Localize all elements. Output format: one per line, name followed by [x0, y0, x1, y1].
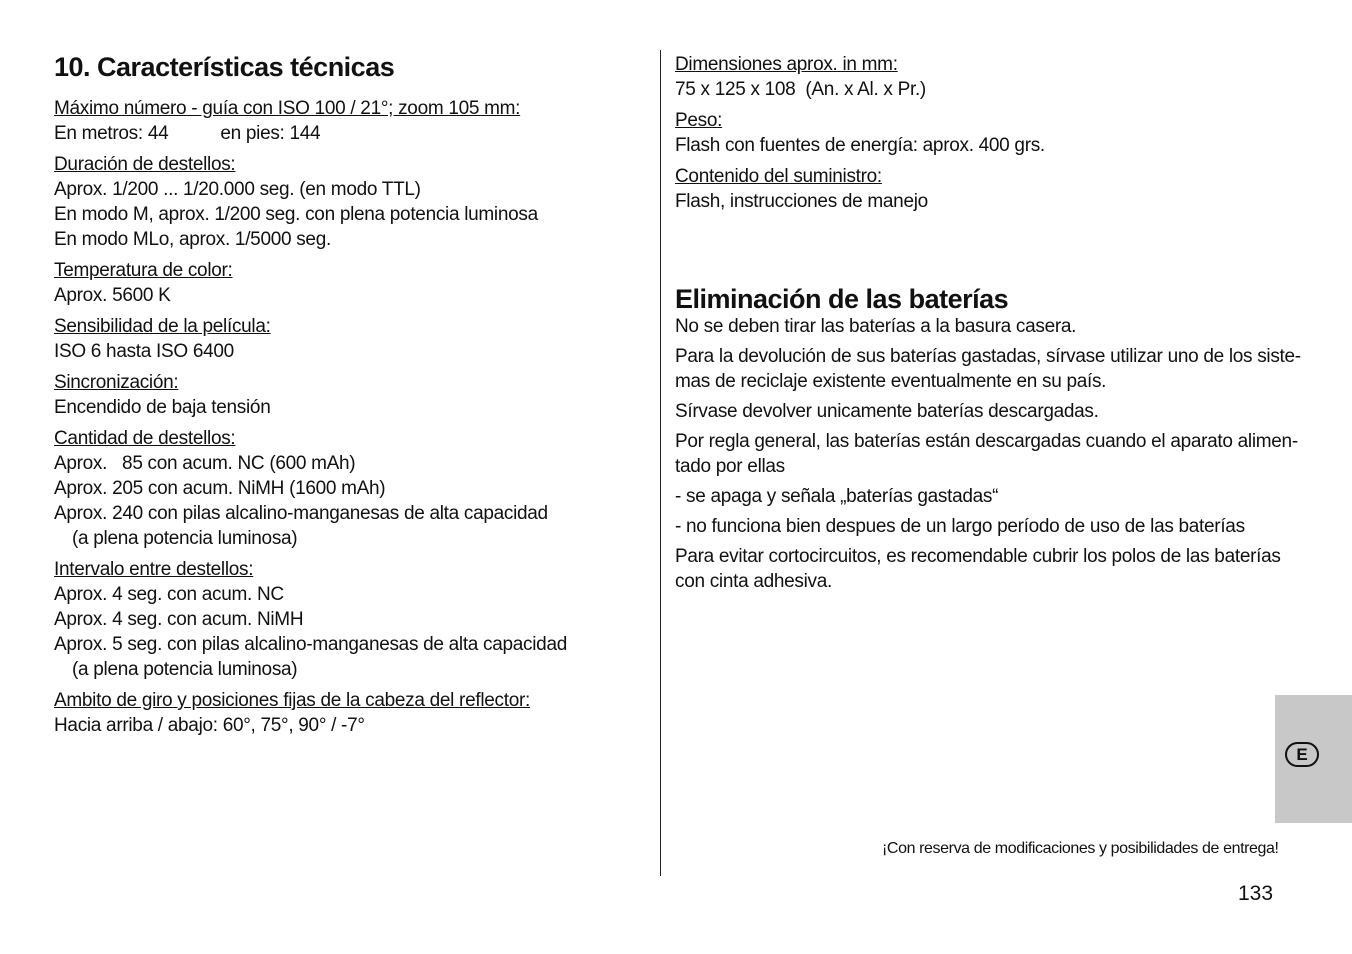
spec-section-color-temp — [54, 258, 567, 308]
spec-line: Aprox. 5 seg. con pilas alcalino-manganesas de alta capacidad — [54, 634, 567, 655]
paragraph-line: con cinta adhesiva. — [675, 571, 832, 592]
spec-section-weight — [675, 108, 1045, 158]
spec-line: En modo MLo, aprox. 1/5000 seg. — [54, 229, 331, 250]
spec-list-right — [675, 52, 1045, 220]
spec-list — [54, 96, 567, 744]
spec-line: Aprox. 205 con acum. NiMH (1600 mAh) — [54, 478, 386, 499]
paragraph — [675, 514, 1301, 539]
paragraph — [675, 484, 1301, 509]
spec-section-dimensions — [675, 52, 1045, 102]
spec-heading: Peso: — [675, 110, 723, 131]
page-title: 10. Características técnicas — [54, 52, 395, 82]
spec-heading: Sincronización: — [54, 372, 179, 393]
paragraph-line: Por regla general, las baterías están descargadas cuando el aparato alimen- — [675, 431, 1298, 452]
footer-note: ¡Con reserva de modificaciones y posibilidades de entrega! — [882, 840, 1279, 857]
spec-heading: Dimensiones aprox. in mm: — [675, 54, 898, 75]
battery-disposal-text — [675, 314, 1301, 599]
spec-heading: Cantidad de destellos: — [54, 428, 236, 449]
paragraph — [675, 429, 1301, 479]
spec-section-swivel-range — [54, 688, 567, 738]
spec-heading: Máximo número - guía con ISO 100 / 21°; zoom 105 mm: — [54, 98, 521, 119]
spec-line: (a plena potencia luminosa) — [72, 528, 298, 549]
spec-line: Encendido de baja tensión — [54, 397, 271, 418]
spec-section-flash-count — [54, 426, 567, 551]
spec-line: 75 x 125 x 108 (An. x Al. x Pr.) — [675, 79, 926, 100]
spec-line: Aprox. 5600 K — [54, 285, 171, 306]
language-tab — [1275, 695, 1352, 823]
paragraph — [675, 344, 1301, 394]
paragraph-line: - se apaga y señala „baterías gastadas“ — [675, 486, 999, 507]
spec-line: (a plena potencia luminosa) — [72, 659, 298, 680]
section-title-battery-disposal: Eliminación de las baterías — [675, 284, 1009, 314]
spec-line: Aprox. 240 con pilas alcalino-manganesas de alta capacidad — [54, 503, 548, 524]
spec-heading: Ambito de giro y posiciones fijas de la cabeza del reflector: — [54, 690, 530, 711]
spec-line: En modo M, aprox. 1/200 seg. con plena potencia luminosa — [54, 204, 538, 225]
spec-line: Flash, instrucciones de manejo — [675, 191, 928, 212]
paragraph-line: tado por ellas — [675, 456, 785, 477]
spec-line: Aprox. 85 con acum. NC (600 mAh) — [54, 453, 356, 474]
spec-heading: Temperatura de color: — [54, 260, 233, 281]
spec-line: ISO 6 hasta ISO 6400 — [54, 341, 234, 362]
language-badge: E — [1285, 742, 1319, 767]
spec-line: Aprox. 4 seg. con acum. NC — [54, 584, 284, 605]
paragraph — [675, 544, 1301, 594]
spec-section-guide-number — [54, 96, 567, 146]
spec-heading: Intervalo entre destellos: — [54, 559, 254, 580]
spec-section-contents — [675, 164, 1045, 214]
spec-section-recycle-time — [54, 557, 567, 682]
paragraph — [675, 399, 1301, 424]
column-divider — [660, 50, 661, 876]
spec-line: Aprox. 1/200 ... 1/20.000 seg. (en modo TTL) — [54, 179, 421, 200]
spec-line: Flash con fuentes de energía: aprox. 400 grs. — [675, 135, 1045, 156]
paragraph — [675, 314, 1301, 339]
paragraph-line: Para la devolución de sus baterías gastadas, sírvase utilizar uno de los siste- — [675, 346, 1301, 367]
spec-line: En metros: 44 en pies: 144 — [54, 123, 321, 144]
paragraph-line: No se deben tirar las baterías a la basura casera. — [675, 316, 1077, 337]
paragraph-line: Sírvase devolver unicamente baterías descargadas. — [675, 401, 1099, 422]
paragraph-line: Para evitar cortocircuitos, es recomendable cubrir los polos de las baterías — [675, 546, 1281, 567]
spec-heading: Sensibilidad de la película: — [54, 316, 271, 337]
spec-heading: Duración de destellos: — [54, 154, 236, 175]
spec-line: Aprox. 4 seg. con acum. NiMH — [54, 609, 304, 630]
spec-line: Hacia arriba / abajo: 60°, 75°, 90° / -7° — [54, 715, 365, 736]
paragraph-line: - no funciona bien despues de un largo período de uso de las baterías — [675, 516, 1245, 537]
page-number: 133 — [1238, 882, 1274, 905]
spec-section-flash-duration — [54, 152, 567, 252]
paragraph-line: mas de reciclaje existente eventualmente en su país. — [675, 371, 1107, 392]
spec-section-sync — [54, 370, 567, 420]
spec-section-film-speed — [54, 314, 567, 364]
spec-heading: Contenido del suministro: — [675, 166, 882, 187]
